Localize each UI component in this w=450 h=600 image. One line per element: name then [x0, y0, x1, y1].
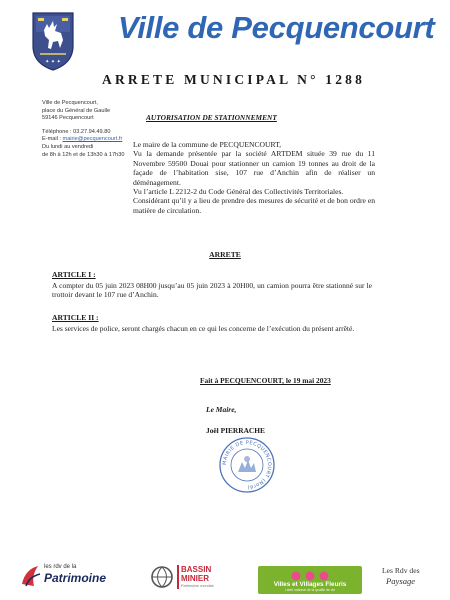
divider: [177, 565, 179, 589]
bassin-minier-subtext: Patrimoine mondial: [181, 584, 214, 588]
email-link[interactable]: mairie@pecquencourt.fr: [62, 136, 123, 143]
patrimoine-small-text: les rdv de la: [44, 564, 77, 570]
phone-number: Téléphone : 03.27.94.49.80: [42, 128, 111, 135]
official-stamp: [218, 436, 276, 494]
patrimoine-text: Patrimoine: [44, 571, 107, 585]
rdv-paysage-line2: Paysage: [386, 576, 416, 586]
rdv-paysage-logo: [382, 562, 432, 594]
article-2-title: ARTICLE II :: [52, 313, 99, 322]
patrimoine-emblem-icon: [20, 564, 42, 588]
town-title: Ville de Pecquencourt: [118, 10, 435, 45]
svg-text:MAIRIE DE PECQUENCOURT (Nord): MAIRIE DE PECQUENCOURT (Nord): [221, 439, 273, 491]
rdv-paysage-line1: Les Rdv des: [382, 566, 420, 575]
article-1-body: A compter du 05 juin 2023 08H00 jusqu’au 05 juin 2023 à 20H00, un camion pourra être stationné sur le trottoir devant le 107 rue d’Anchin.: [52, 281, 372, 300]
consideration-paragraph: Vu la demande présentée par la société ARTDEM située 39 rue du 11 Novembre 59500 Douai pour stationner un camion 19 tonnes au droit de la façade de l’habitation sise, 107 rue d’Anchin afin de réaliser un déménagement.: [133, 149, 375, 187]
address-line: 59146 Pecquencourt: [42, 115, 94, 122]
arrete-title: ARRETE MUNICIPAL N° 1288: [102, 72, 366, 87]
decision-heading: ARRETE: [209, 250, 241, 259]
consideration-paragraph: Le maire de la commune de PECQUENCOURT,: [133, 140, 282, 149]
address-block: [42, 100, 124, 159]
svg-text:✦ ✦ ✦: ✦ ✦ ✦: [45, 59, 61, 65]
subject-heading: AUTORISATION DE STATIONNEMENT: [146, 113, 277, 122]
consideration-paragraph: Vu l’article L 2212-2 du Code Général des Collectivités Territoriales.: [133, 187, 344, 197]
address-line: Ville de Pecquencourt,: [42, 100, 98, 106]
done-at-date: Fait à PECQUENCOURT, le 19 mai 2023: [200, 376, 331, 385]
considerations-block: [133, 140, 375, 215]
mayor-label: Le Maire,: [206, 405, 237, 414]
villes-fleuries-subtext: Label national de la qualité de vie: [284, 588, 336, 592]
mayor-name: Joël PIERRACHE: [206, 426, 265, 435]
consideration-paragraph: Considérant qu’il y a lieu de prendre des mesures de sécurité et de bon ordre en matière de circulation.: [133, 196, 375, 215]
opening-hours: Du lundi au vendredi: [42, 143, 94, 150]
patrimoine-logo: [20, 560, 115, 590]
bassin-minier-text: BASSIN MINIER: [181, 565, 212, 583]
villes-fleuries-text: Villes et Villages Fleuris: [273, 581, 347, 588]
flowers-icon: [290, 569, 330, 581]
town-crest-logo: [30, 10, 76, 72]
bassin-minier-logo: [150, 562, 225, 592]
unesco-globe-icon: [150, 565, 174, 589]
opening-hours: de 8h à 12h et de 13h30 à 17h30: [42, 151, 125, 158]
article-2-body: Les services de police, seront chargés chacun en ce qui les concerne de l’exécution du présent arrêté.: [52, 324, 355, 333]
email-label: E-mail :: [42, 136, 61, 143]
article-1-title: ARTICLE I :: [52, 270, 96, 279]
villes-fleuries-logo: [258, 566, 362, 594]
address-line: place du Général de Gaulle: [42, 107, 111, 114]
